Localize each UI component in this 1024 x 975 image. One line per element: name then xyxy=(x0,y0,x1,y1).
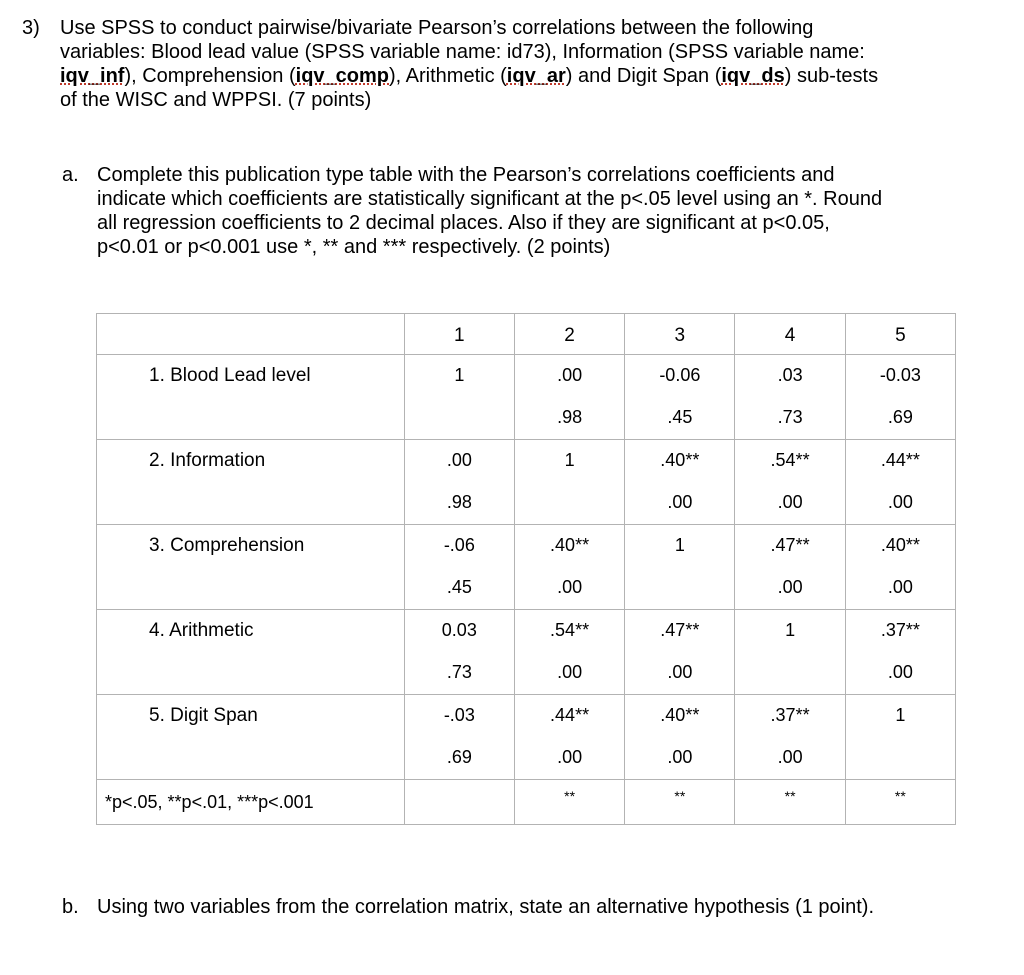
correlation-coefficient: .47** xyxy=(770,535,810,555)
var-iqv-ds: iqv_ds xyxy=(721,65,785,87)
correlation-coefficient: 1 xyxy=(895,705,906,725)
p-value: .00 xyxy=(887,492,913,512)
var-iqv-ar: iqv_ar xyxy=(506,65,566,87)
correlation-coefficient: .44** xyxy=(550,705,590,725)
footnote-star-cell xyxy=(845,780,955,825)
p-value: .00 xyxy=(557,747,583,767)
correlation-coefficient: -0.06 xyxy=(659,365,701,385)
part-a-line-2: indicate which coefficients are statistically significant at the p<.05 level using an *. Round xyxy=(97,188,883,210)
correlation-table xyxy=(96,313,956,825)
correlation-coefficient: -.03 xyxy=(443,705,475,725)
correlation-cell xyxy=(514,525,624,610)
correlation-cell xyxy=(735,610,845,695)
correlation-cell xyxy=(625,610,735,695)
question-line-3-part: ), Arithmetic ( xyxy=(389,65,507,87)
table-header-row xyxy=(97,314,956,355)
footnote-cell xyxy=(97,780,405,825)
column-header xyxy=(625,314,735,355)
correlation-cell xyxy=(845,610,955,695)
correlation-cell xyxy=(404,525,514,610)
correlation-coefficient: .40** xyxy=(880,535,920,555)
column-header xyxy=(514,314,624,355)
row-label: 3. Comprehension xyxy=(149,535,305,556)
p-value: .98 xyxy=(446,492,472,512)
p-value: .00 xyxy=(887,662,913,682)
footnote-stars: ** xyxy=(784,788,796,804)
correlation-cell xyxy=(514,440,624,525)
p-value: .00 xyxy=(887,577,913,597)
p-value: .73 xyxy=(777,407,803,427)
table-footnote-row xyxy=(97,780,956,825)
correlation-coefficient: .37** xyxy=(770,705,810,725)
column-header xyxy=(735,314,845,355)
correlation-cell xyxy=(625,525,735,610)
part-a-text xyxy=(97,163,997,259)
correlation-coefficient: .40** xyxy=(660,705,700,725)
part-a-line-1: Complete this publication type table with the Pearson’s correlations coefficients and xyxy=(97,164,835,186)
correlation-coefficient: 1 xyxy=(785,620,796,640)
question-line-1: Use SPSS to conduct pairwise/bivariate Pearson’s correlations between the following xyxy=(60,17,814,39)
table-row xyxy=(97,695,956,780)
row-label: 1. Blood Lead level xyxy=(149,365,311,386)
p-value: .00 xyxy=(667,747,693,767)
correlation-coefficient: .40** xyxy=(550,535,590,555)
correlation-coefficient: .40** xyxy=(660,450,700,470)
correlation-coefficient: .44** xyxy=(880,450,920,470)
correlation-cell xyxy=(514,355,624,440)
footnote-stars: ** xyxy=(674,788,686,804)
question-line-3-part: ), Comprehension ( xyxy=(124,65,296,87)
row-label-cell xyxy=(97,440,405,525)
row-label-cell xyxy=(97,355,405,440)
p-value: .69 xyxy=(446,747,472,767)
part-b-text: Using two variables from the correlation matrix, state an alternative hypothesis (1 point). xyxy=(97,896,875,918)
correlation-cell xyxy=(845,525,955,610)
p-value: .00 xyxy=(557,662,583,682)
row-label: 5. Digit Span xyxy=(149,705,258,726)
column-header-label: 5 xyxy=(895,325,906,346)
correlation-cell xyxy=(845,440,955,525)
p-value: .45 xyxy=(446,577,472,597)
correlation-cell xyxy=(625,355,735,440)
footnote-star-cell xyxy=(625,780,735,825)
column-header-label: 1 xyxy=(454,325,465,346)
question-line-3-part: ) and Digit Span ( xyxy=(565,65,722,87)
p-value: .98 xyxy=(557,407,583,427)
correlation-cell xyxy=(735,525,845,610)
part-a-line-4: p<0.01 or p<0.001 use *, ** and *** respectively. (2 points) xyxy=(97,236,611,258)
correlation-cell xyxy=(735,695,845,780)
table-row xyxy=(97,355,956,440)
column-header xyxy=(404,314,514,355)
correlation-cell xyxy=(845,695,955,780)
table-row xyxy=(97,525,956,610)
correlation-coefficient: .54** xyxy=(550,620,590,640)
correlation-coefficient: .00 xyxy=(557,365,583,385)
correlation-coefficient: -.06 xyxy=(443,535,475,555)
column-header-label: 2 xyxy=(564,325,575,346)
row-label-cell xyxy=(97,610,405,695)
p-value: .00 xyxy=(667,662,693,682)
p-value: .00 xyxy=(667,492,693,512)
footnote-star-cell xyxy=(735,780,845,825)
question-text xyxy=(60,16,1010,112)
column-header-label: 4 xyxy=(784,325,796,346)
row-label-cell xyxy=(97,525,405,610)
correlation-cell xyxy=(735,440,845,525)
table-row xyxy=(97,610,956,695)
correlation-coefficient: .03 xyxy=(777,365,803,385)
part-a-line-3: all regression coefficients to 2 decimal places. Also if they are significant at p<0.05, xyxy=(97,212,830,234)
var-iqv-inf: iqv_inf xyxy=(60,65,125,87)
footnote-stars: ** xyxy=(564,788,576,804)
correlation-coefficient: 1 xyxy=(674,535,685,555)
correlation-cell xyxy=(625,695,735,780)
part-a-letter: a. xyxy=(62,164,79,186)
p-value: .69 xyxy=(887,407,913,427)
correlation-cell xyxy=(845,355,955,440)
p-value: .00 xyxy=(777,577,803,597)
question-line-2: variables: Blood lead value (SPSS variable name: id73), Information (SPSS variable name: xyxy=(60,41,865,63)
correlation-cell xyxy=(404,695,514,780)
correlation-coefficient: .37** xyxy=(880,620,920,640)
footnote-stars: ** xyxy=(894,788,906,804)
correlation-cell xyxy=(514,695,624,780)
p-value: .00 xyxy=(777,492,803,512)
correlation-coefficient: 0.03 xyxy=(441,620,477,640)
p-value: .73 xyxy=(446,662,472,682)
p-value: .00 xyxy=(557,577,583,597)
footnote-star-cell xyxy=(404,780,514,825)
row-label-cell xyxy=(97,695,405,780)
question-line-3 xyxy=(60,64,1010,88)
table-row xyxy=(97,440,956,525)
correlation-cell xyxy=(735,355,845,440)
p-value: .00 xyxy=(777,747,803,767)
var-iqv-comp: iqv_comp xyxy=(295,65,389,87)
row-label: 2. Information xyxy=(149,450,266,471)
significance-footnote: *p<.05, **p<.01, ***p<.001 xyxy=(105,792,314,812)
p-value: .45 xyxy=(667,407,693,427)
part-b-letter: b. xyxy=(62,896,79,918)
correlation-cell xyxy=(404,610,514,695)
correlation-coefficient: .00 xyxy=(446,450,472,470)
question-line-3-part: ) sub-tests xyxy=(784,65,879,87)
correlation-cell xyxy=(404,355,514,440)
question-line-4: of the WISC and WPPSI. (7 points) xyxy=(60,89,372,111)
row-label: 4. Arithmetic xyxy=(149,620,254,641)
correlation-coefficient: 1 xyxy=(564,450,575,470)
correlation-coefficient: -0.03 xyxy=(879,365,921,385)
footnote-star-cell xyxy=(514,780,624,825)
correlation-cell xyxy=(404,440,514,525)
correlation-coefficient: 1 xyxy=(454,365,465,385)
correlation-cell xyxy=(625,440,735,525)
correlation-coefficient: .47** xyxy=(660,620,700,640)
column-header xyxy=(845,314,955,355)
correlation-coefficient: .54** xyxy=(770,450,810,470)
question-number: 3) xyxy=(22,17,40,39)
table-corner-cell xyxy=(97,314,405,355)
correlation-cell xyxy=(514,610,624,695)
column-header-label: 3 xyxy=(674,325,686,346)
